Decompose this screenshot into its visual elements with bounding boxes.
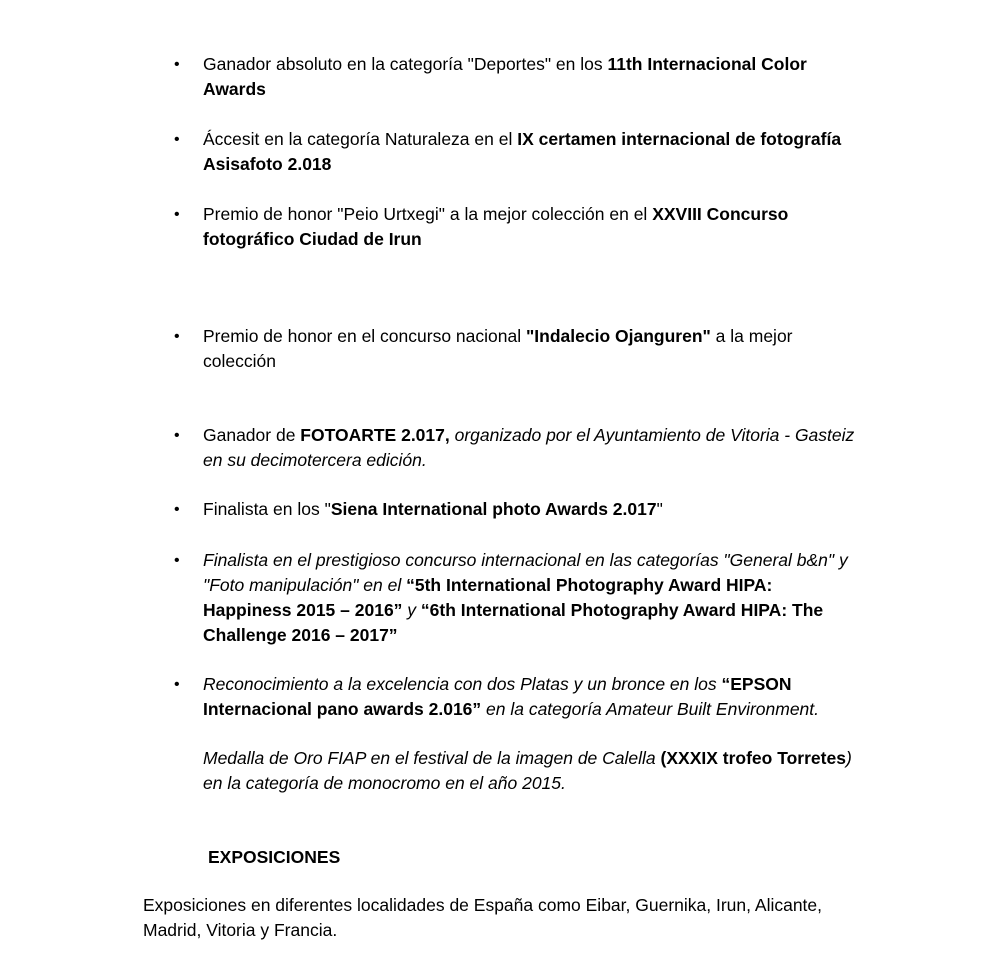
award-title: “EPSON Internacional pano awards 2.016” (203, 674, 792, 719)
bullet-icon (174, 324, 184, 334)
bullet-icon (174, 423, 184, 433)
award-item (203, 548, 863, 648)
award-description: ) en la categoría de monocromo en el año 2015. (203, 748, 852, 793)
award-item (203, 127, 863, 177)
bullet-icon (174, 202, 184, 212)
exposiciones-heading: EXPOSICIONES (208, 847, 341, 867)
award-description: y (402, 600, 421, 620)
bullet-icon (174, 548, 184, 558)
award-item (203, 497, 863, 522)
award-text: " (656, 499, 663, 519)
award-description: en la categoría Amateur Built Environment. (481, 699, 820, 719)
award-title: Siena International photo Awards 2.017 (330, 499, 657, 519)
medalla-paragraph (203, 746, 863, 796)
bullet-icon (174, 672, 184, 682)
award-text: Premio de honor "Peio Urtxegi" a la mejor colección en el (203, 204, 653, 224)
award-title: “5th International Photography Award HIPA: Happiness 2015 – 2016” (203, 575, 773, 620)
award-item (203, 423, 863, 473)
award-text: Ganador de (203, 425, 301, 445)
award-text: a la mejor colección (203, 326, 793, 371)
award-text: Áccesit en la categoría Naturaleza en el (203, 129, 518, 149)
award-title: “6th International Photography Award HIPA: The Challenge 2016 – 2017” (203, 600, 824, 645)
award-description: Medalla de Oro FIAP en el festival de la imagen de Calella (203, 748, 661, 768)
exposiciones-text: Exposiciones en diferentes localidades de España como Eibar, Guernika, Irun, Alicante, Madrid, Vitoria y Francia. (143, 895, 823, 940)
bullet-icon (174, 497, 184, 507)
award-title: 11th Internacional Color Awards (203, 54, 807, 99)
award-title: XXVIII Concurso fotográfico Ciudad de Irun (203, 204, 789, 249)
award-text: Premio de honor en el concurso nacional (203, 326, 526, 346)
award-description: Reconocimiento a la excelencia con dos Platas y un bronce en los (203, 674, 722, 694)
award-item (203, 672, 863, 722)
bullet-icon (174, 127, 184, 137)
bullet-icon (174, 52, 184, 62)
award-item (203, 202, 863, 252)
award-description: Finalista en el prestigioso concurso internacional en las categorías "General b&n" y "Foto manipulación" en el (203, 550, 848, 595)
award-title: FOTOARTE 2.017, (300, 425, 450, 445)
award-item (203, 52, 863, 102)
award-text: Finalista en los " (203, 499, 331, 519)
award-title: IX certamen internacional de fotografía Asisafoto 2.018 (203, 129, 842, 174)
award-title: (XXXIX trofeo Torretes (660, 748, 846, 768)
award-description: organizado por el Ayuntamiento de Vitoria - Gasteiz en su decimotercera edición. (203, 425, 855, 470)
award-item (203, 324, 863, 374)
award-text: Ganador absoluto en la categoría "Deportes" en los (203, 54, 608, 74)
award-title: "Indalecio Ojanguren" (525, 326, 711, 346)
